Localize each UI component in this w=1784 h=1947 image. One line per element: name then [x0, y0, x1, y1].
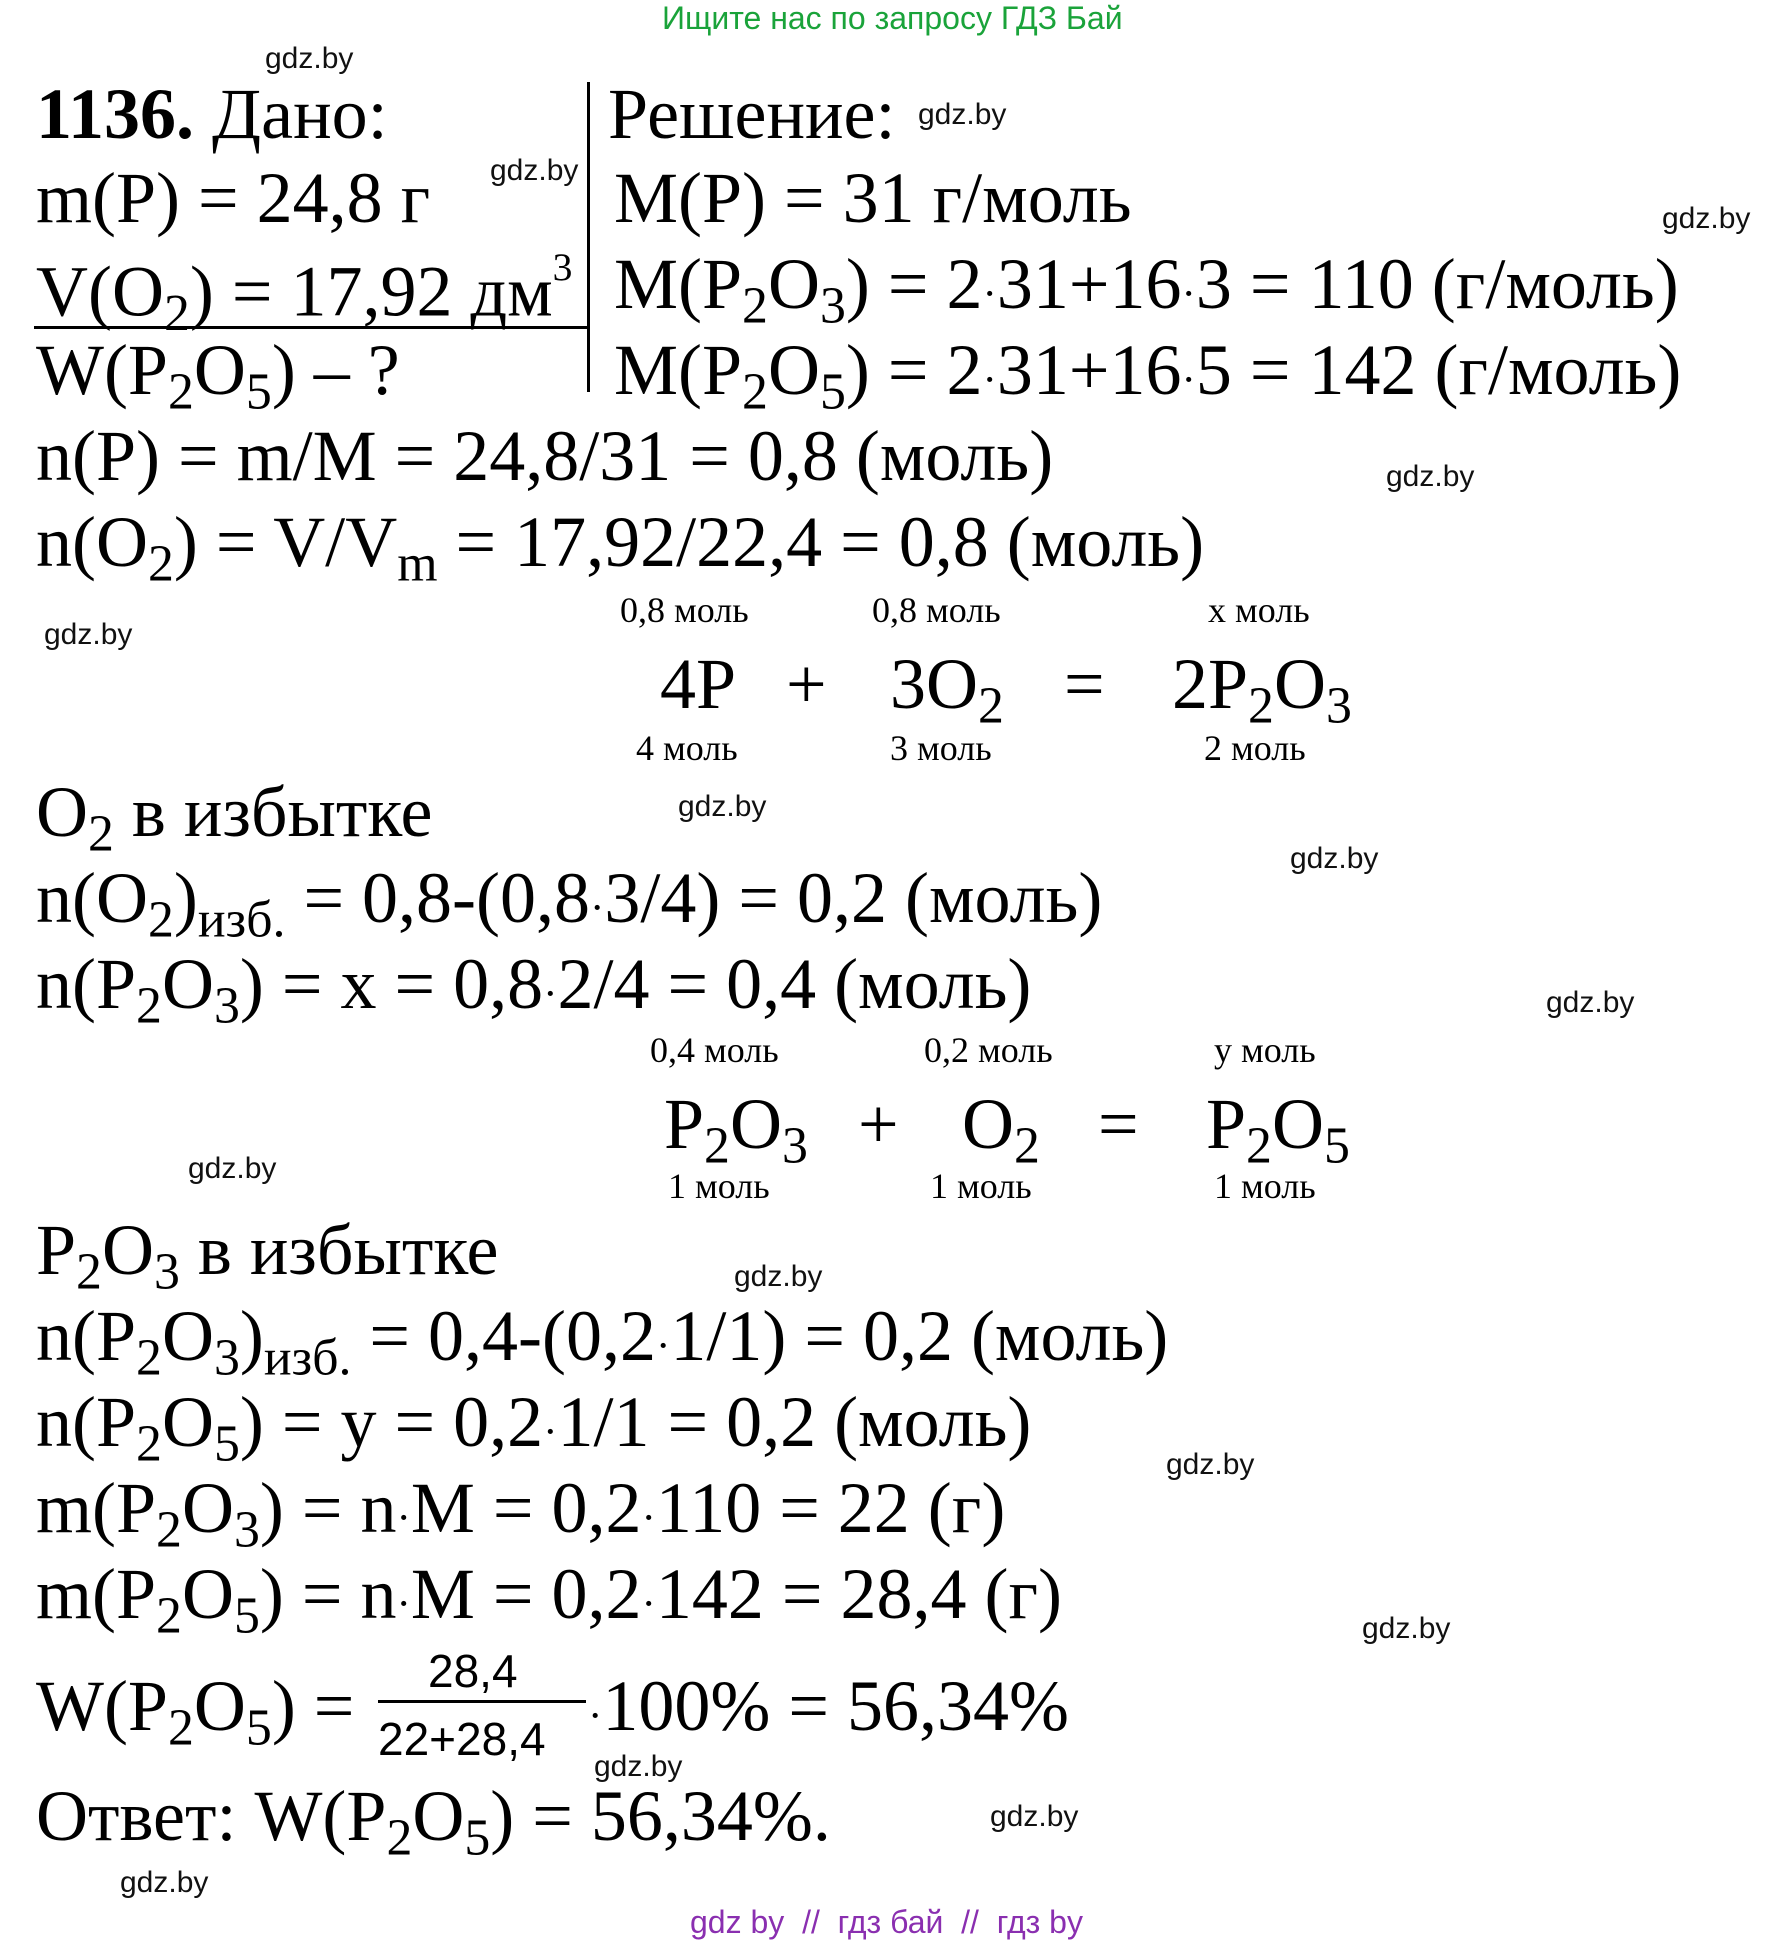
reaction1-bottom-label: 3 моль — [890, 728, 992, 768]
amount-P: n(P) = m/M = 24,8/31 = 0,8 (моль) — [36, 416, 1054, 496]
watermark: gdz.by — [1290, 842, 1379, 875]
fraction-denominator: 22+28,4 — [378, 1713, 546, 1765]
given-label: Дано: — [212, 74, 388, 154]
amount-O2: $n(O_2) = V/V_m = 17,92/22,4 = 0,8$ (моль) — [36, 502, 1205, 593]
watermark: gdz.by — [918, 98, 1007, 131]
watermark: gdz.by — [1546, 986, 1635, 1019]
reaction1-bottom-label: 4 моль — [636, 728, 738, 768]
excess-amount-O2: $n(O_2)_{изб.} = 0,8-(0,8\cdot 3/4) = 0,2$ (моль) — [36, 858, 1103, 949]
amount-P2O3: $n(P_2O_3) = x = 0,8\cdot 2/4 = 0,4$ (моль) — [36, 944, 1032, 1035]
watermark: gdz.by — [594, 1750, 683, 1783]
reaction2-bottom-label: 1 моль — [1214, 1166, 1316, 1206]
molar-mass-P2O5: $M(P_2O_5) = 2\cdot 31+16\cdot 5 = 142$ (г/моль) — [614, 330, 1682, 421]
excess-P2O3: $P_2O_3$ в избытке — [36, 1210, 499, 1301]
reaction2-term-P2O5: $P_2O_5$ — [1206, 1084, 1350, 1175]
mass-P2O5: $m(P_2O_5) = n\cdot M = 0,2\cdot 142 = 28,4$ (г) — [36, 1554, 1062, 1645]
watermark: gdz.by — [734, 1260, 823, 1293]
watermark: gdz.by — [1362, 1612, 1451, 1645]
watermark: gdz.by — [1386, 460, 1475, 493]
given-question: $W(P_2O_5)$ – ? — [36, 330, 400, 421]
excess-O2: $O_2$ в избытке — [36, 772, 433, 863]
reaction1-term-P: 4P — [660, 644, 737, 724]
solution-label: Решение: — [608, 74, 896, 154]
reaction1-term-P2O3: $2P_2O_3$ — [1172, 644, 1352, 735]
reaction2-top-label: 0,2 моль — [924, 1030, 1053, 1070]
reaction1-top-label: 0,8 моль — [872, 590, 1001, 630]
mass-P2O3: $m(P_2O_3) = n\cdot M = 0,2\cdot 110 = 22$ (г) — [36, 1468, 1006, 1559]
molar-mass-P: M(P) = 31 г/моль — [614, 158, 1132, 238]
watermark: gdz.by — [490, 154, 579, 187]
fraction-numerator: 28,4 — [428, 1645, 518, 1697]
problem-number: 1136. — [36, 74, 195, 154]
given-divider-vertical — [587, 82, 590, 392]
reaction2-term-P2O3: $P_2O_3$ — [664, 1084, 808, 1175]
reaction2-equals: = — [1098, 1084, 1139, 1164]
footer-links: gdz by // гдз бай // гдз by — [690, 1904, 1083, 1940]
watermark: gdz.by — [44, 618, 133, 651]
reaction2-term-O2: $O_2$ — [962, 1084, 1040, 1175]
top-banner: Ищите нас по запросу ГДЗ Бай — [662, 0, 1123, 36]
fraction-bar — [378, 1700, 586, 1703]
watermark: gdz.by — [1166, 1448, 1255, 1481]
reaction2-plus: + — [858, 1084, 899, 1164]
reaction1-bottom-label: 2 моль — [1204, 728, 1306, 768]
reaction1-plus: + — [786, 644, 827, 724]
reaction1-equals: = — [1064, 644, 1105, 724]
reaction2-top-label: y моль — [1214, 1030, 1316, 1070]
amount-P2O5: $n(P_2O_5) = y = 0,2\cdot 1/1 = 0,2$ (моль) — [36, 1382, 1032, 1473]
mass-fraction-rhs: ·100% = 56,34% — [588, 1666, 1069, 1746]
reaction1-term-O2: $3O_2$ — [890, 644, 1004, 735]
reaction1-top-label: x моль — [1208, 590, 1310, 630]
reaction2-top-label: 0,4 моль — [650, 1030, 779, 1070]
watermark: gdz.by — [265, 42, 354, 75]
watermark: gdz.by — [678, 790, 767, 823]
molar-mass-P2O3: $M(P_2O_3) = 2\cdot 31+16\cdot 3 = 110$ (г/моль) — [614, 244, 1679, 335]
given-mass-P: m(P) = 24,8 г — [36, 158, 431, 238]
mass-fraction-lhs: $W(P_2O_5)$ = — [36, 1666, 355, 1757]
given-volume-O2: $V(O_2) = 17,92$ $дм^3$ — [36, 245, 573, 343]
watermark: gdz.by — [990, 1800, 1079, 1833]
reaction2-bottom-label: 1 моль — [668, 1166, 770, 1206]
problem-header — [36, 74, 388, 154]
answer: Ответ: $W(P_2O_5) = 56,34\%$. — [36, 1776, 831, 1867]
reaction1-top-label: 0,8 моль — [620, 590, 749, 630]
reaction2-bottom-label: 1 моль — [930, 1166, 1032, 1206]
watermark: gdz.by — [188, 1152, 277, 1185]
watermark: gdz.by — [1662, 202, 1751, 235]
excess-amount-P2O3: $n(P_2O_3)_{изб.} = 0,4-(0,2\cdot 1/1) = 0,2$ (моль) — [36, 1296, 1169, 1387]
watermark: gdz.by — [120, 1866, 209, 1899]
